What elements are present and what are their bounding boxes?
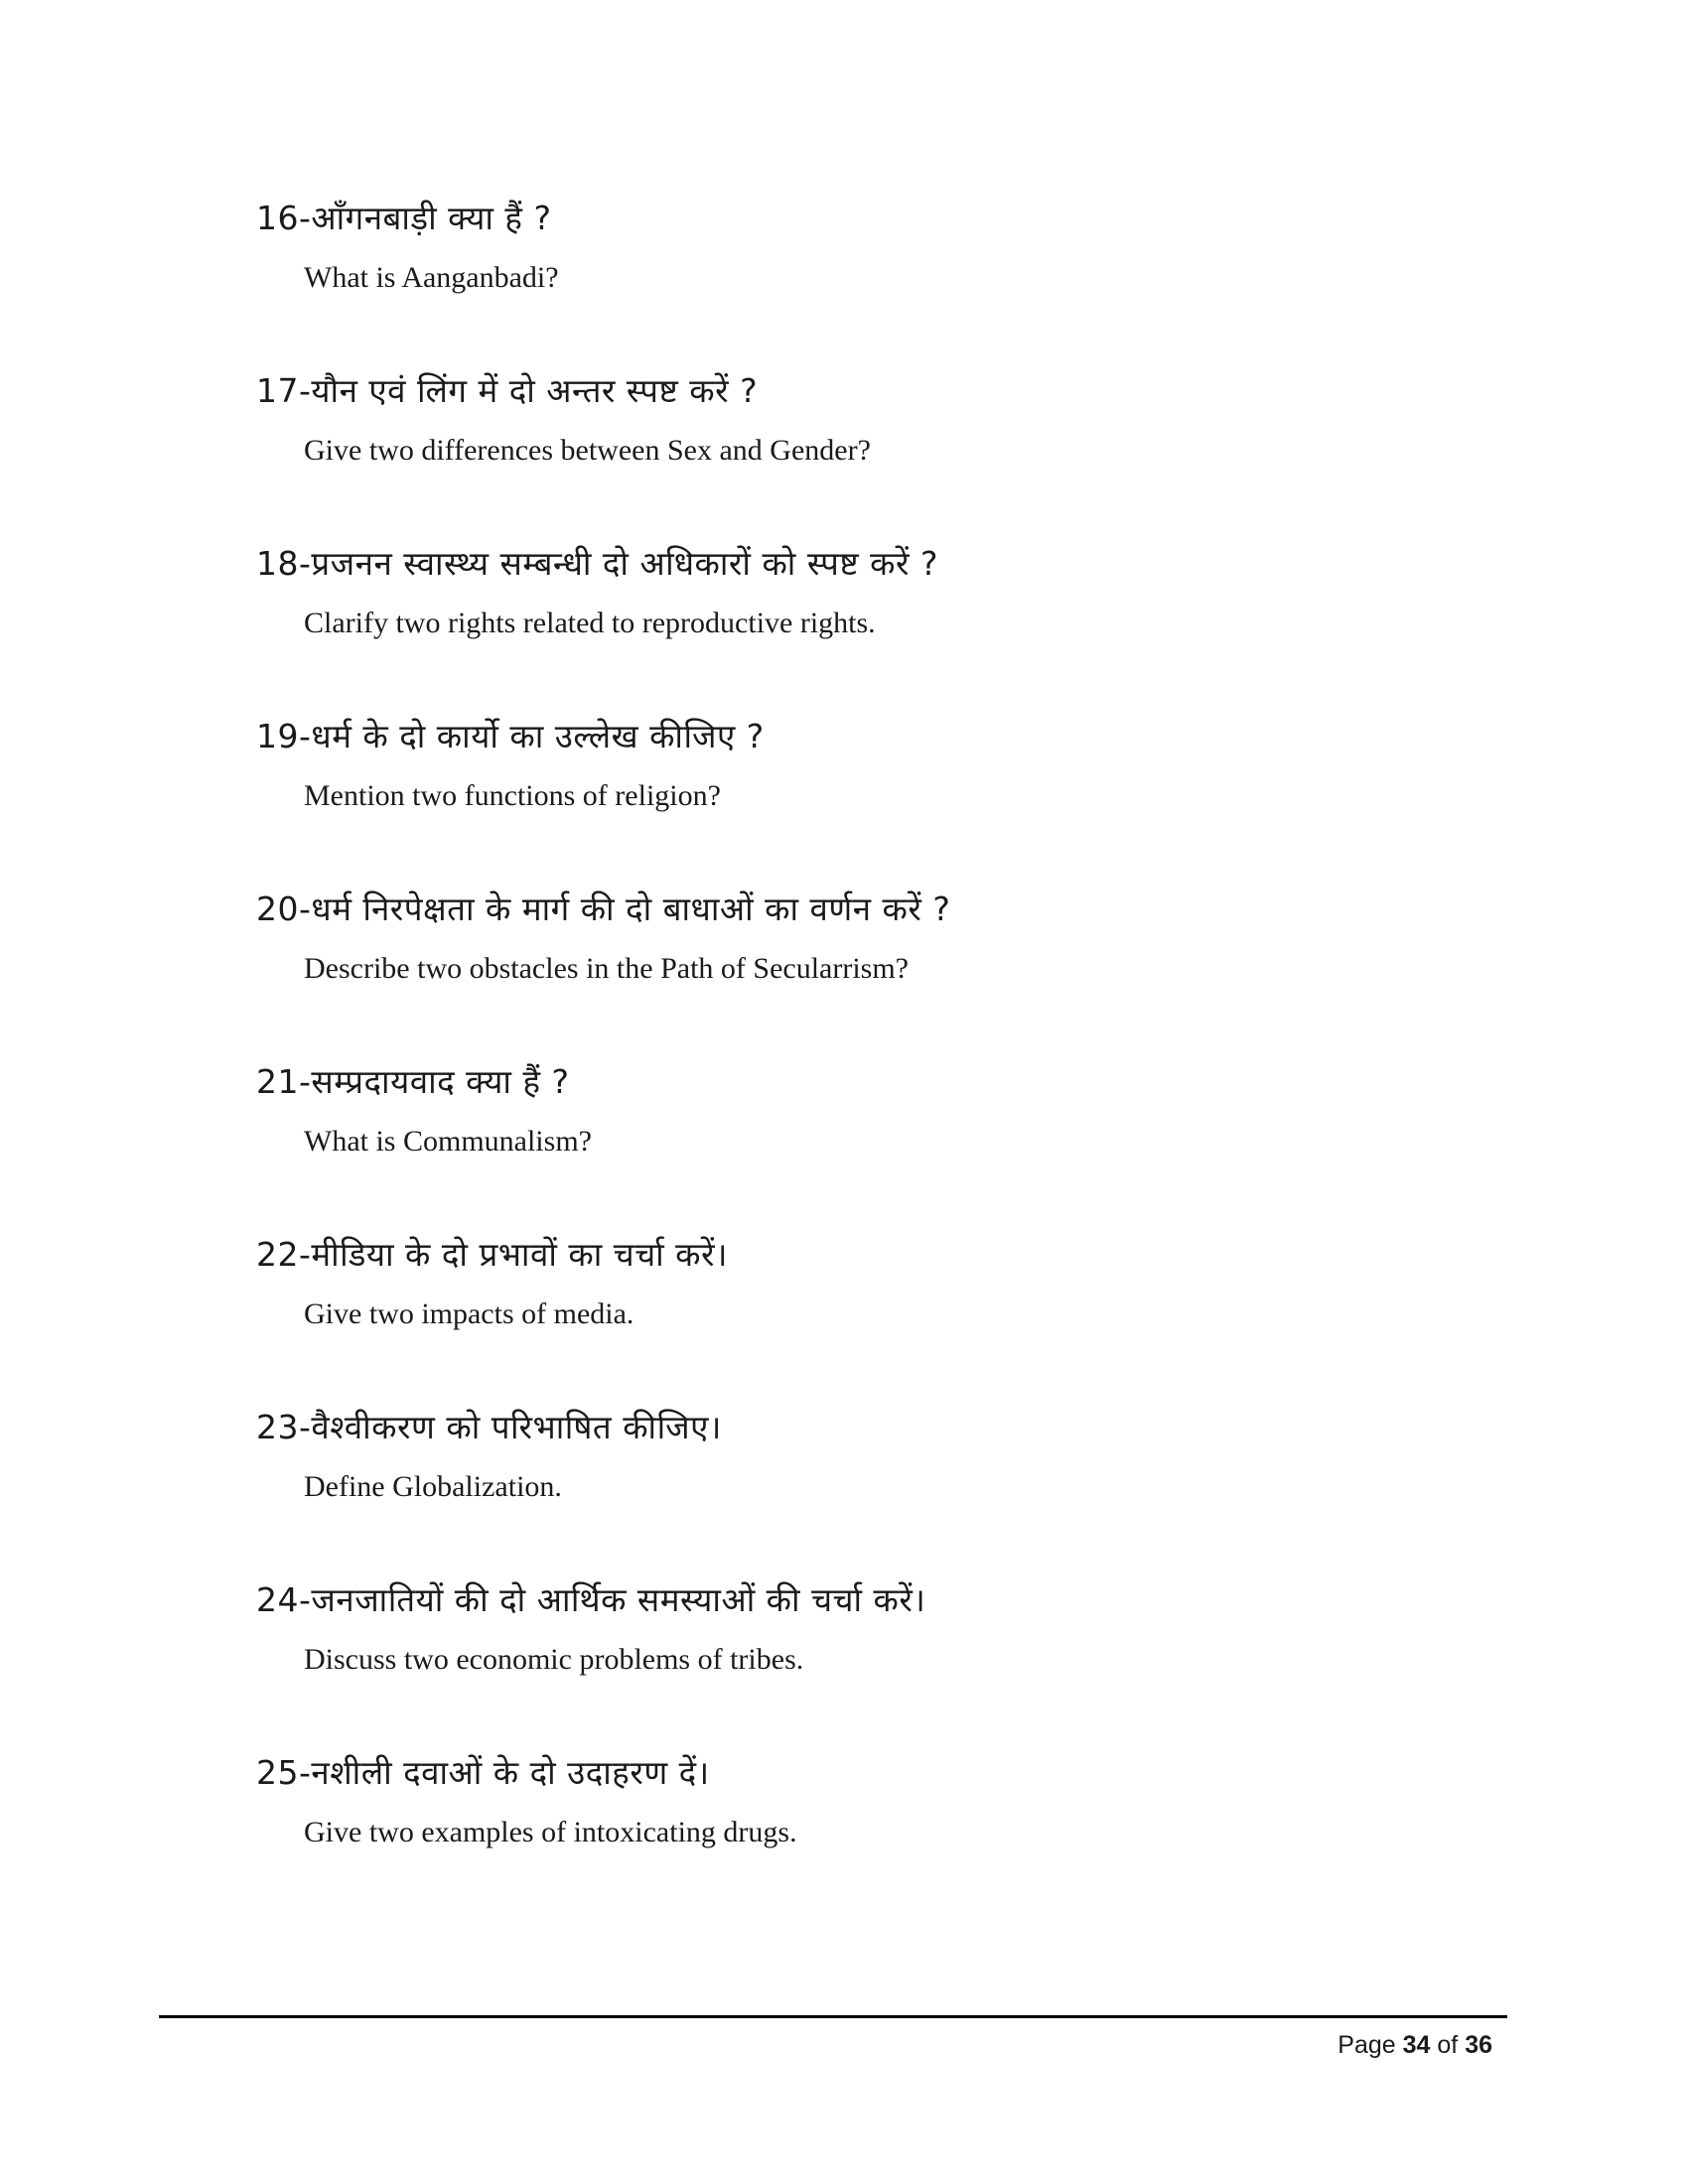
question-english: Clarify two rights related to reproductive rights. (304, 607, 876, 639)
question-hindi: 16-आँगनबाड़ी क्या हैं ? (256, 199, 552, 237)
question-item (256, 1054, 1497, 1227)
question-item (256, 1227, 1497, 1400)
question-hindi: 20-धर्म निरपेक्षता के मार्ग की दो बाधाओं का वर्णन करें ? (256, 889, 951, 928)
question-english: Give two examples of intoxicating drugs. (304, 1816, 797, 1848)
question-item (256, 1400, 1497, 1572)
question-english: Give two differences between Sex and Gender? (304, 434, 871, 467)
question-hindi: 23-वैश्वीकरण को परिभाषित कीजिए। (256, 1408, 722, 1446)
question-item (256, 191, 1497, 363)
question-hindi: 22-मीडिया के दो प्रभावों का चर्चा करें। (256, 1235, 729, 1274)
question-english: Discuss two economic problems of tribes. (304, 1643, 804, 1676)
question-english: Mention two functions of religion? (304, 779, 721, 812)
question-hindi: 25-नशीली दवाओं के दो उदाहरण दें। (256, 1753, 710, 1792)
total-pages-number: 36 (1465, 2031, 1492, 2059)
question-item (256, 536, 1497, 709)
question-hindi: 18-प्रजनन स्वास्थ्य सम्बन्धी दो अधिकारों को स्पष्ट करें ? (256, 544, 939, 583)
question-hindi: 17-यौन एवं लिंग में दो अन्तर स्पष्ट करें ? (256, 371, 759, 410)
question-item (256, 1745, 1497, 1918)
of-word: of (1437, 2031, 1459, 2059)
question-english: Describe two obstacles in the Path of Secularrism? (304, 952, 909, 985)
page-number (1337, 2025, 1492, 2065)
page-word: Page (1337, 2031, 1396, 2059)
current-page-number: 34 (1402, 2031, 1431, 2059)
question-hindi: 19-धर्म के दो कार्यो का उल्लेख कीजिए ? (256, 717, 765, 755)
question-list (256, 191, 1497, 1918)
footer-divider (159, 2015, 1507, 2018)
question-item (256, 882, 1497, 1054)
question-item (256, 363, 1497, 536)
question-item (256, 709, 1497, 882)
question-english: What is Aanganbadi? (304, 261, 559, 294)
question-hindi: 21-सम्प्रदायवाद क्या हैं ? (256, 1062, 570, 1101)
question-hindi: 24-जनजातियों की दो आर्थिक समस्याओं की चर्चा करें। (256, 1580, 926, 1619)
question-item (256, 1572, 1497, 1745)
question-english: What is Communalism? (304, 1125, 592, 1158)
question-english: Define Globalization. (304, 1470, 562, 1503)
question-english: Give two impacts of media. (304, 1297, 634, 1330)
